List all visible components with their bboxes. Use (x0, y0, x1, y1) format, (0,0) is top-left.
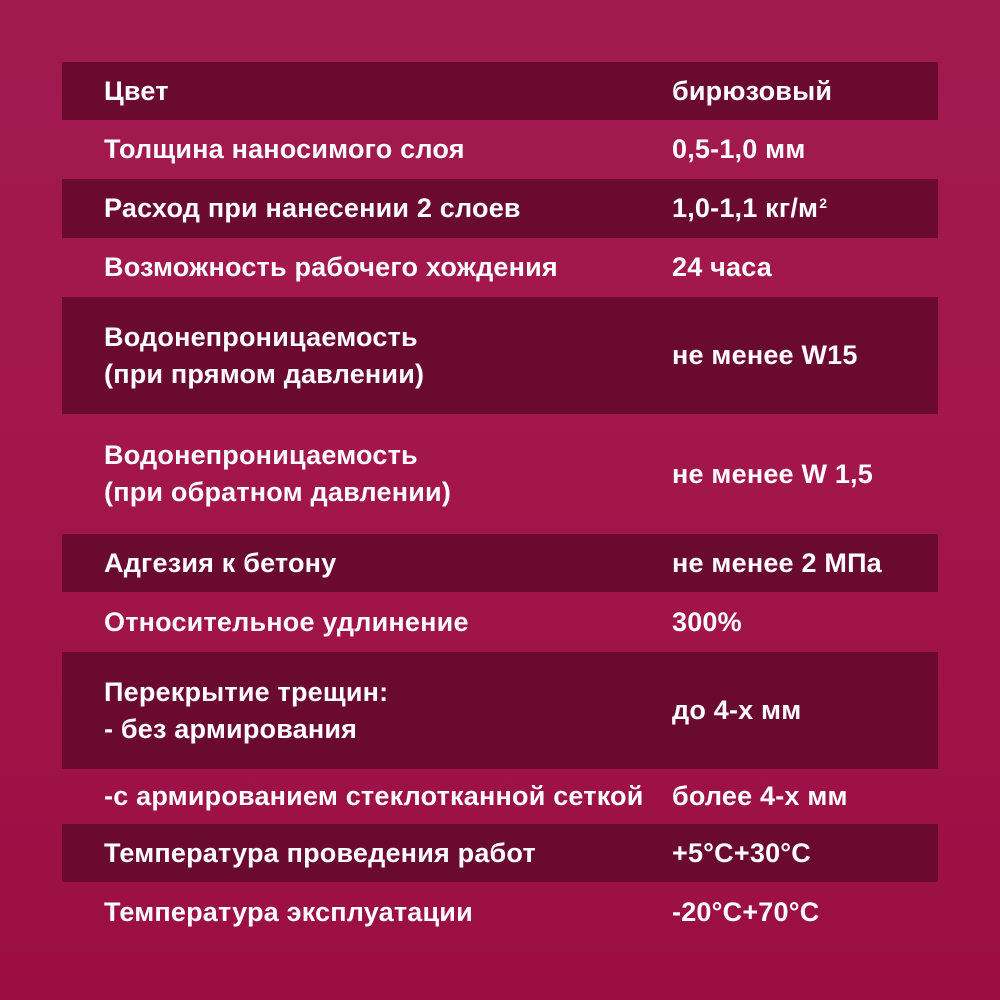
spec-value: более 4-х мм (672, 781, 848, 811)
spec-table (62, 62, 938, 942)
spec-value: не менее 2 МПа (672, 547, 882, 578)
spec-label: Цвет (104, 75, 169, 106)
spec-value: не менее W15 (672, 340, 858, 370)
spec-row-service-temperature (62, 882, 938, 942)
spec-row-crack-bridging (62, 652, 938, 769)
spec-label: Расход при нанесении 2 слоев (104, 193, 521, 223)
spec-label: Относительное удлинение (104, 606, 469, 637)
spec-label: Возможность рабочего хождения (104, 252, 558, 282)
spec-label: Адгезия к бетону (104, 547, 337, 578)
spec-value: 300% (672, 606, 742, 637)
spec-label: -с армированием стеклотканной сеткой (104, 781, 644, 811)
spec-value: 1,0-1,1 кг/м 2 (672, 193, 828, 223)
spec-row-crack-reinforced (62, 769, 938, 824)
spec-row-waterproof-reverse (62, 414, 938, 534)
spec-row-thickness (62, 120, 938, 179)
spec-label: Водонепроницаемость (при обратном давлении) (104, 440, 452, 507)
spec-row-adhesion (62, 534, 938, 592)
spec-row-elongation (62, 592, 938, 652)
spec-label: Температура проведения работ (104, 837, 536, 868)
spec-value: не менее W 1,5 (672, 458, 873, 489)
spec-label: Перекрытие трещин: - без армирования (104, 676, 389, 744)
spec-value: до 4-х мм (672, 695, 802, 725)
spec-row-color (62, 62, 938, 120)
spec-row-waterproof-direct (62, 297, 938, 414)
spec-row-walkability (62, 238, 938, 297)
spec-value: +5°C+30°C (672, 837, 811, 868)
spec-label: Водонепроницаемость (при прямом давлении) (104, 321, 425, 389)
spec-label: Температура эксплуатации (104, 896, 473, 927)
spec-value: -20°C+70°C (672, 896, 820, 927)
spec-row-work-temperature (62, 824, 938, 882)
spec-value: бирюзовый (672, 75, 833, 106)
spec-row-consumption (62, 179, 938, 238)
spec-value: 24 часа (672, 252, 772, 282)
spec-label: Толщина наносимого слоя (104, 134, 465, 164)
spec-value: 0,5-1,0 мм (672, 134, 806, 164)
